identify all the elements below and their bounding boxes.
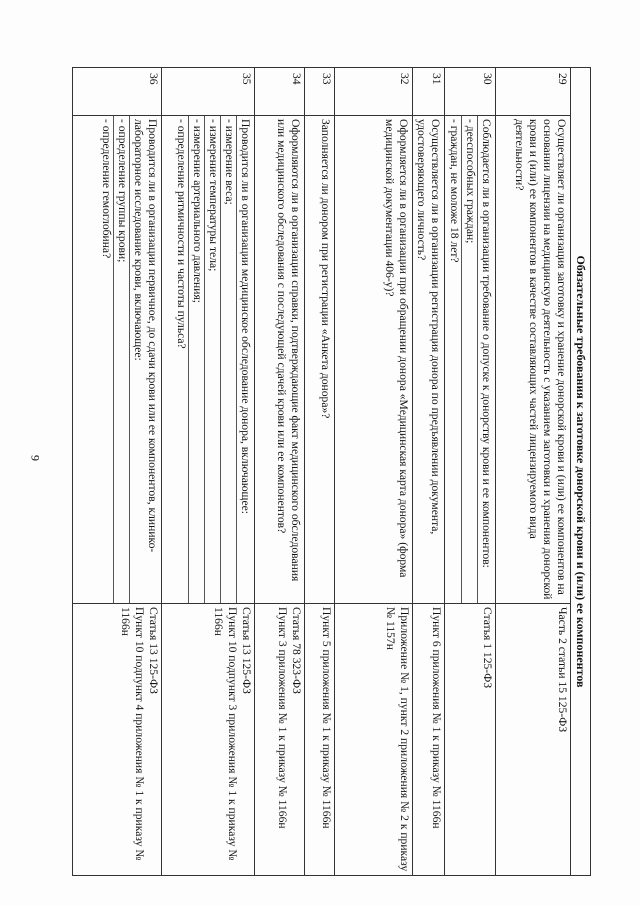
- row-number: 31: [413, 68, 445, 116]
- requirement-cell: [73, 116, 162, 604]
- table-row: [255, 68, 305, 876]
- legal-reference: Статья 1 125-ФЗ: [445, 604, 496, 876]
- row-number: 32: [335, 68, 413, 116]
- requirement-question: Проводится ли в организации медицинское обследование донора, включающее:: [239, 119, 253, 514]
- table-row: [496, 68, 571, 876]
- legal-reference: Пункт 5 приложения № 1 к приказу № 1166н: [305, 604, 335, 876]
- requirement-question: Проводится ли в организации первичное, до сдачи крови или ее компонентов, клинико-лабораторное исследование крови, включающее:: [131, 119, 160, 553]
- requirement-subitem: - определение гемоглобина?: [99, 116, 114, 603]
- table-row: [305, 68, 335, 876]
- requirement-cell: [305, 116, 335, 604]
- table-row: [162, 68, 255, 876]
- requirement-question: Осуществляет ли организация заготовку и хранение донорской крови и (или) ее компонентов на основании лицензии на медицинскую деятельность с указанием заготовки и хранения донорской крови и (или) ее компонентов в качестве составляющих частей лицензируемого вида деятельности?: [512, 119, 569, 600]
- requirement-subitem: - измерение температуры тела;: [206, 116, 221, 603]
- requirement-question: Оформляются ли в организации справки, подтверждающие факт медицинского обследования или медицинского обследования с последующей сдачей крови или ее компонентов?: [274, 119, 303, 582]
- requirement-subitem: - измерение веса;: [222, 116, 237, 603]
- requirement-subitem: - определение ритмичности и частоты пульса?: [173, 116, 188, 603]
- legal-reference: Статья 13 125-ФЗ Пункт 10 подпункт 4 приложения № 1 к приказу № 1166н: [73, 604, 162, 876]
- requirement-question: Осуществляется ли в организации регистрация донора по предъявлении документа, удостоверяющего личность?: [415, 119, 443, 535]
- section-title: Обязательные требования к заготовке донорской крови и (или) ее компонентов: [571, 68, 591, 876]
- requirement-subitem: - определение группы крови;: [115, 116, 130, 603]
- requirement-subitem: - дееспособных граждан;: [463, 116, 478, 603]
- row-number: 36: [73, 68, 162, 116]
- requirement-cell: [413, 116, 445, 604]
- requirement-subitem: - измерение артериального давления;: [190, 116, 205, 603]
- row-number: 33: [305, 68, 335, 116]
- requirement-cell: [162, 116, 255, 604]
- requirement-cell: [496, 116, 571, 604]
- row-number: 35: [162, 68, 255, 116]
- requirements-table: [72, 67, 591, 876]
- requirement-question: Заполняется ли донором при регистрации «Анкета донора»?: [319, 119, 333, 419]
- requirement-cell: [445, 116, 496, 604]
- requirement-cell: [335, 116, 413, 604]
- row-number: 29: [496, 68, 571, 116]
- legal-reference: Статья 13 125-ФЗ Пункт 10 подпункт 3 приложения № 1 к приказу № 1166н: [162, 604, 255, 876]
- legal-reference: Часть 2 статьи 15 125-ФЗ: [496, 604, 571, 876]
- requirement-question: Оформляется ли в организации при обращении донора «Медицинская карта донора» (форма медицинской документации 406-у)?: [382, 119, 411, 578]
- table-row: [335, 68, 413, 876]
- page-number: 9: [28, 455, 43, 461]
- table-row: [413, 68, 445, 876]
- requirement-subitem: - граждан, не моложе 18 лет?: [447, 116, 462, 603]
- row-number: 30: [445, 68, 496, 116]
- requirement-cell: [255, 116, 305, 604]
- legal-reference: Приложение № 1, пункт 2 приложения № 2 к приказу № 1157н: [335, 604, 413, 876]
- row-number: 34: [255, 68, 305, 116]
- legal-reference: Статья 78 323-ФЗ Пункт 3 приложения № 1 к приказу № 1166н: [255, 604, 305, 876]
- table-row: [445, 68, 496, 876]
- legal-reference: Пункт 6 приложения № 1 к приказу № 1166н: [413, 604, 445, 876]
- requirement-question: Соблюдается ли в организации требование о допуске к донорству крови и ее компонентов:: [480, 119, 494, 568]
- rotated-table-container: [75, 67, 591, 875]
- table-row: [73, 68, 162, 876]
